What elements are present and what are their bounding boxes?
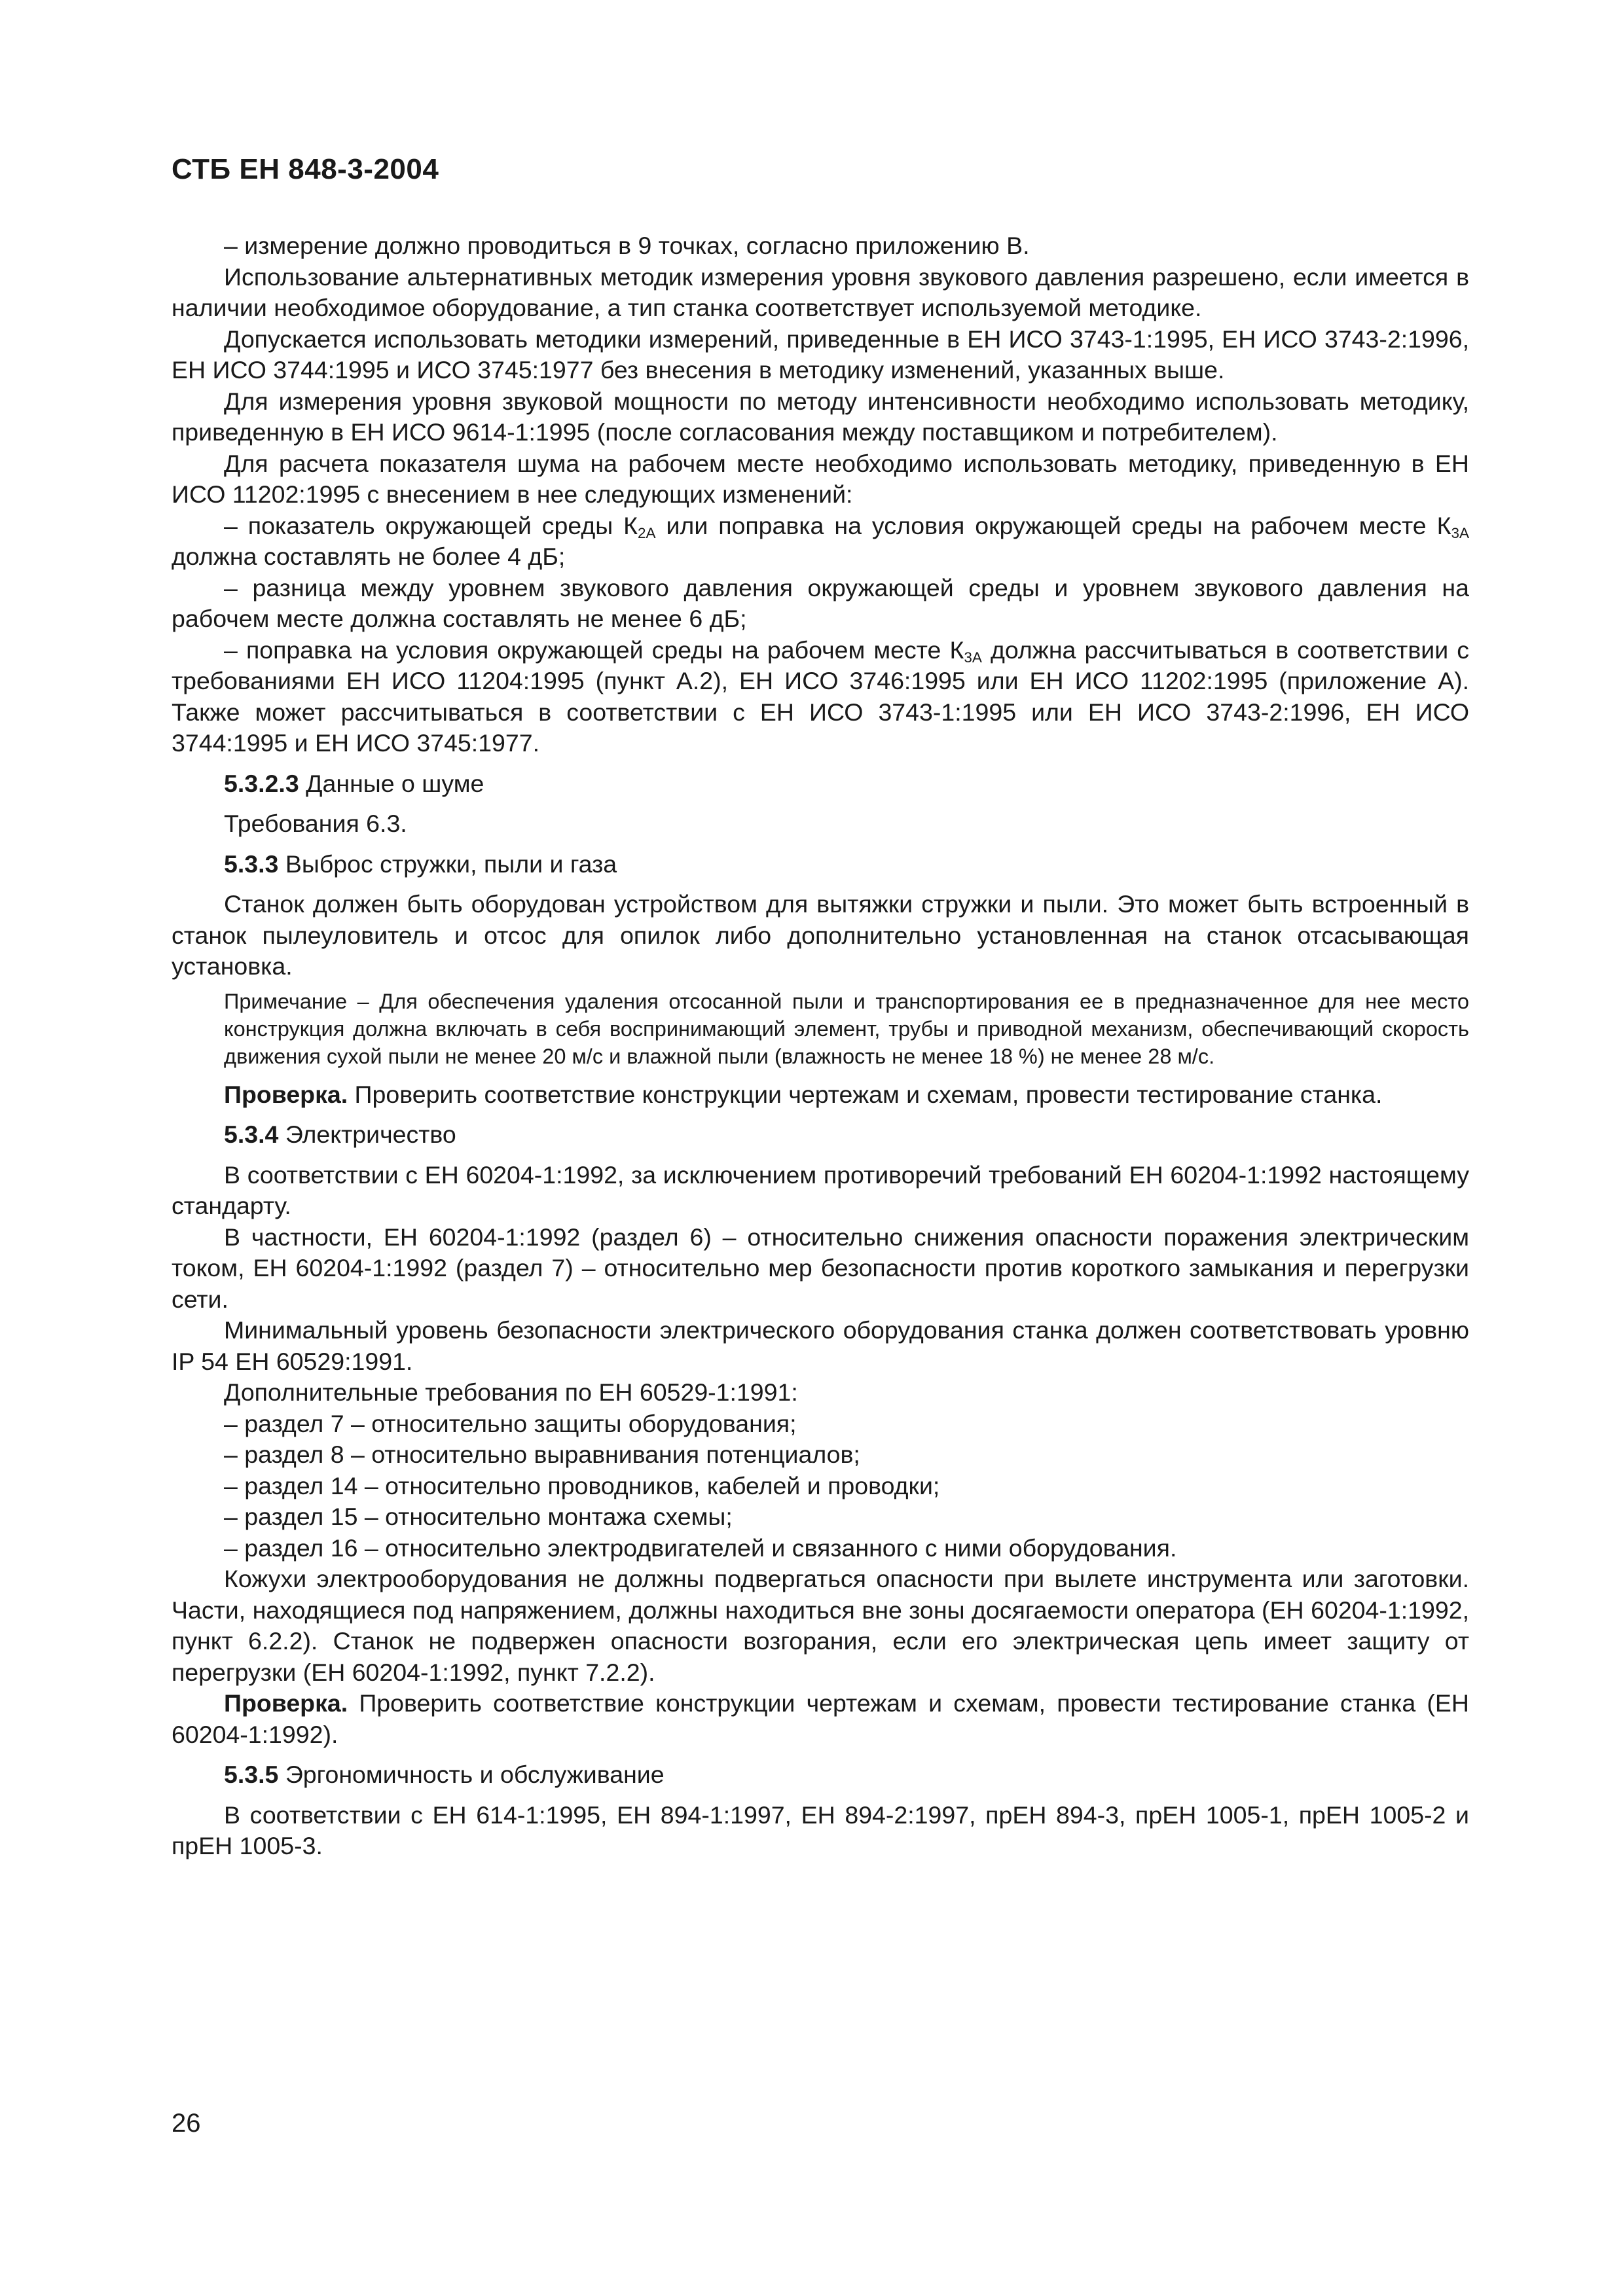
paragraph-enclosures: Кожухи электрооборудования не должны подвергаться опасности при вылете инструмента или заготовки. Части, находящиеся под напряжением, должны находиться вне зоны досягаемости оператора (ЕН 60204-1:1992, пункт 6.2.2). Станок не подвержен опасности возгорания, если его электрическая цепь имеет защиту от перегрузки (ЕН 60204-1:1992, пункт 7.2.2).	[172, 1565, 1469, 1686]
paragraph-alternative-methods: Использование альтернативных методик измерения уровня звукового давления разрешено, если имеется в наличии необходимое оборудование, а тип станка соответствует используемой методике.	[172, 262, 1469, 321]
paragraph-electrical-sections: В частности, ЕН 60204-1:1992 (раздел 6) – относительно снижения опасности поражения электрическим током, ЕН 60204-1:1992 (раздел 7) – относительно мер безопасности против короткого замыкания и перегрузки сети.	[172, 1223, 1469, 1313]
paragraph-ergonomics-standards: В соответствии с ЕН 614-1:1995, ЕН 894-1:1997, ЕН 894-2:1997, прЕН 894-3, прЕН 1005-1, прЕН 1005-2 и прЕН 1005-3.	[172, 1801, 1469, 1859]
paragraph-correction-calc: – поправка на условия окружающей среды на рабочем месте $К_{3А}$ должна рассчитываться в соответствии с требованиями ЕН ИСО 11204:1995 (пункт А.2), ЕН ИСО 3746:1995 или ЕН ИСО 11202:1995 (приложение А). Также может рассчитываться в соответствии с ЕН ИСО 3743-1:1995 или ЕН ИСО 3743-2:1996, ЕН ИСО 3744:1995 и ЕН ИСО 3745:1977.	[172, 636, 1469, 757]
paragraph-pressure-difference: – разница между уровнем звукового давления окружающей среды и уровнем звукового давления на рабочем месте должна составлять не менее 6 дБ;	[172, 573, 1469, 632]
list-item: – раздел 7 – относительно защиты оборудования;	[224, 1409, 797, 1437]
paragraph-measurement-points: – измерение должно проводиться в 9 точках, согласно приложению В.	[224, 232, 1030, 259]
section-heading-5-3-5: 5.3.5 Эргономичность и обслуживание	[224, 1761, 665, 1788]
paragraph-environment-index: – показатель окружающей среды $К_{2А}$ или поправка на условия окружающей среды на рабочем месте $К_{3А}$ должна составлять не более 4 дБ;	[172, 511, 1469, 570]
paragraph-allowed-methods: Допускается использовать методики измерений, приведенные в ЕН ИСО 3743-1:1995, ЕН ИСО 3743-2:1996, ЕН ИСО 3744:1995 и ИСО 3745:1977 без внесения в методику изменений, указанных выше.	[172, 325, 1469, 384]
paragraph-workplace-noise: Для расчета показателя шума на рабочем месте необходимо использовать методику, приведенную в ЕН ИСО 11202:1995 с внесением в нее следующих изменений:	[172, 449, 1469, 508]
list-item: – раздел 8 – относительно выравнивания потенциалов;	[224, 1441, 860, 1468]
document-code-header: СТБ ЕН 848-3-2004	[172, 153, 439, 185]
list-item: – раздел 14 – относительно проводников, кабелей и проводки;	[224, 1471, 940, 1499]
section-heading-5-3-3: 5.3.3 Выброс стружки, пыли и газа	[224, 850, 617, 878]
paragraph-additional-requirements: Дополнительные требования по ЕН 60529-1:1991:	[224, 1378, 798, 1406]
paragraph-intensity-method: Для измерения уровня звуковой мощности по методу интенсивности необходимо использовать методику, приведенную в ЕН ИСО 9614-1:1995 (после согласования между поставщиком и потребителем).	[172, 387, 1469, 446]
page-number: 26	[172, 2109, 201, 2138]
list-item: – раздел 15 – относительно монтажа схемы;	[224, 1503, 733, 1530]
paragraph-electrical-standard: В соответствии с ЕН 60204-1:1992, за исключением противоречий требований ЕН 60204-1:1992 настоящему стандарту.	[172, 1160, 1469, 1219]
paragraph-check-1: Проверка. Проверить соответствие конструкции чертежам и схемам, провести тестирование станка.	[224, 1080, 1383, 1108]
page-body	[172, 230, 1469, 1862]
section-heading-5-3-4: 5.3.4 Электричество	[224, 1121, 456, 1148]
paragraph-dust-extraction: Станок должен быть оборудован устройством для вытяжки стружки и пыли. Это может быть встроенный в станок пылеуловитель и отсос для опилок либо дополнительно установленная на станок отсасывающая установка.	[172, 890, 1469, 980]
paragraph-requirements-6-3: Требования 6.3.	[224, 810, 407, 837]
list-item: – раздел 16 – относительно электродвигателей и связанного с ними оборудования.	[224, 1534, 1177, 1562]
section-heading-5-3-2-3: 5.3.2.3 Данные о шуме	[224, 769, 484, 797]
paragraph-ip-level: Минимальный уровень безопасности электрического оборудования станка должен соответствовать уровню IP 54 ЕН 60529:1991.	[172, 1316, 1469, 1375]
note-dust-transport: Примечание – Для обеспечения удаления отсосанной пыли и транспортирования ее в предназначенное для нее место конструкция должна включать в себя воспринимающий элемент, трубы и приводной механизм, обеспечивающий скорость движения сухой пыли не менее 20 м/с и влажной пыли (влажность не менее 18 %) не менее 28 м/с.	[224, 989, 1469, 1068]
paragraph-check-2: Проверка. Проверить соответствие конструкции чертежам и схемам, провести тестирование станка (ЕН 60204-1:1992).	[172, 1689, 1469, 1748]
